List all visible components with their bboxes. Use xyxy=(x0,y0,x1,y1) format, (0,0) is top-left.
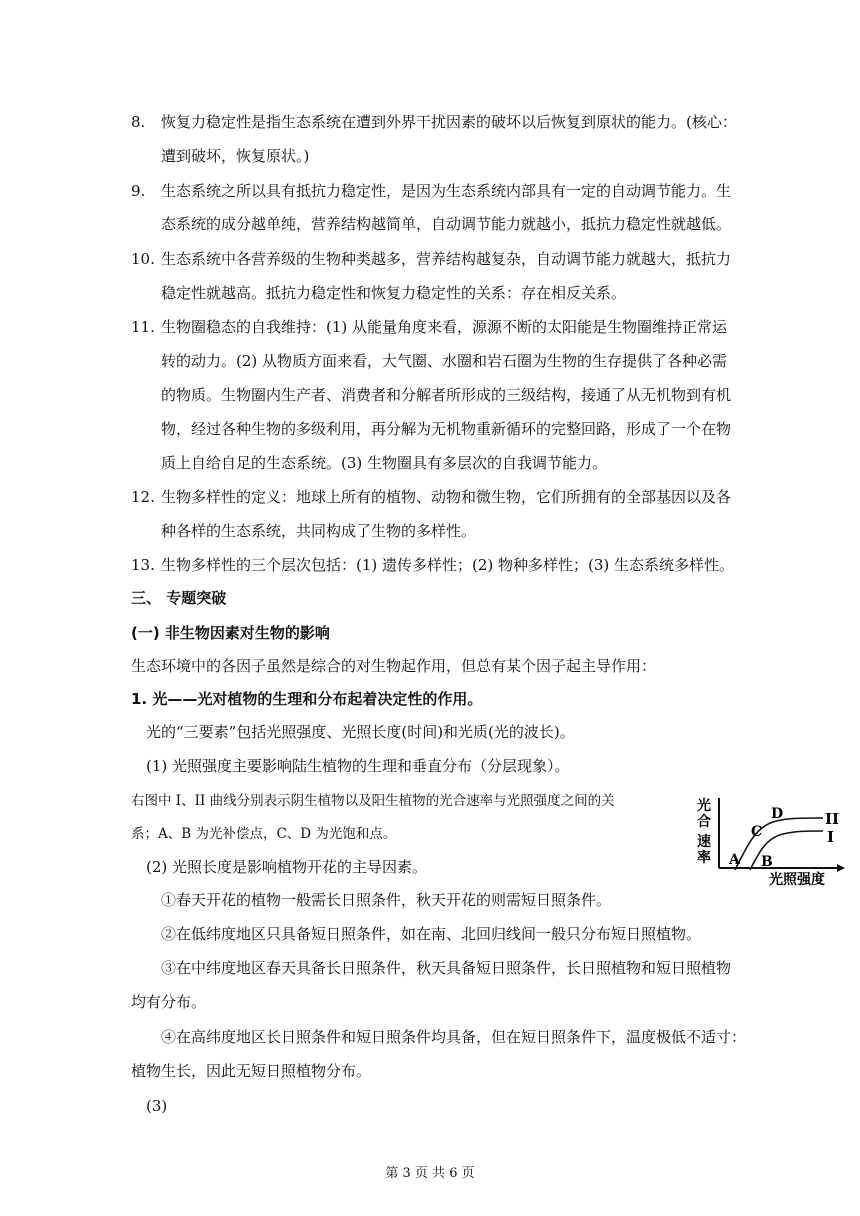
item-line: 种各样的生态系统，共同构成了生物的多样性。 xyxy=(161,522,477,540)
section-heading: 三、 专题突破 xyxy=(131,589,227,607)
item-line: 遭到破坏，恢复原状。) xyxy=(161,147,310,165)
light-factors: 光的“三要素”包括光照强度、光照长度(时间)和光质(光的波长)。 xyxy=(146,723,575,741)
y-axis-label-char: 率 xyxy=(697,850,711,866)
light-response-graph xyxy=(695,788,850,888)
length-point: ②在低纬度地区只具备短日照条件，如在南、北回归线间一般只分布短日照植物。 xyxy=(161,925,702,943)
item-line: 的物质。生物圈内生产者、消费者和分解者所形成的三级结构，接通了从无机物到有机 xyxy=(161,386,732,404)
light-heading: 1. 光——光对植物的生理和分布起着决定性的作用。 xyxy=(131,690,483,708)
item-line: 转的动力。(2) 从物质方面来看，大气圈、水圈和岩石圈为生物的生存提供了各种必需 xyxy=(161,352,728,370)
item-line: 稳定性就越高。抵抗力稳定性和恢复力稳定性的关系：存在相反关系。 xyxy=(161,284,627,302)
point-label-b: B xyxy=(761,854,773,870)
y-axis-label-char: 速 xyxy=(697,834,711,850)
figure-description: 系；A、B 为光补偿点，C、D 为光饱和点。 xyxy=(131,826,397,842)
point-label-d: D xyxy=(771,806,784,822)
intensity-line: (1) 光照强度主要影响陆生植物的生理和垂直分布（分层现象）。 xyxy=(146,757,570,775)
curve-label-ii: II xyxy=(825,810,840,828)
y-axis-label-char: 合 xyxy=(697,814,711,830)
length-point: ④在高纬度地区长日照条件和短日照条件均具备，但在短日照条件下，温度极低不适寸： xyxy=(161,1028,747,1046)
item-line: 恢复力稳定性是指生态系统在遭到外界干扰因素的破坏以后恢复到原状的能力。(核心： xyxy=(161,113,737,131)
item-line: 生物多样性的定义：地球上所有的植物、动物和微生物，它们所拥有的全部基因以及各 xyxy=(161,488,732,506)
x-axis-label: 光照强度 xyxy=(769,872,825,888)
curve-label-i: I xyxy=(827,828,835,846)
item-line: 生态系统中各营养级的生物种类越多，营养结构越复杂，自动调节能力就越大，抵抗力 xyxy=(161,250,732,268)
length-point: ①春天开花的植物一般需长日照条件，秋天开花的则需短日照条件。 xyxy=(161,891,612,909)
intro-text: 生态环境中的各因子虽然是综合的对生物起作用，但总有某个因子起主导作用： xyxy=(131,657,657,675)
length-heading: (2) 光照长度是影响植物开花的主导因素。 xyxy=(146,858,428,876)
item-line: 质上自给自足的生态系统。(3) 生物圈具有多层次的自我调节能力。 xyxy=(161,454,608,472)
subsection-heading: (一) 非生物因素对生物的影响 xyxy=(131,624,330,642)
item-number: 11. xyxy=(131,318,155,336)
item-line: 物，经过各种生物的多级利用，再分解为无机物重新循环的完整回路，形成了一个在物 xyxy=(161,420,732,438)
figure-description: 右图中 I、II 曲线分别表示阴生植物以及阳生植物的光合速率与光照强度之间的关 xyxy=(131,793,615,809)
item-number: 10. xyxy=(131,250,155,268)
item-line: 生物圈稳态的自我维持：(1) 从能量角度来看，源源不断的太阳能是生物圈维持正常运 xyxy=(161,318,728,336)
item-line: 生态系统之所以具有抵抗力稳定性，是因为生态系统内部具有一定的自动调节能力。生 xyxy=(161,182,732,200)
point-label-a: A xyxy=(729,852,740,868)
item-line: 生物多样性的三个层次包括：(1) 遗传多样性；(2) 物种多样性；(3) 生态系统多样性。 xyxy=(161,556,735,574)
item-3-label: (3) xyxy=(146,1097,168,1115)
item-line: 态系统的成分越单纯，营养结构越简单，自动调节能力就越小，抵抗力稳定性就越低。 xyxy=(161,215,732,233)
item-number: 12. xyxy=(131,488,155,506)
item-number: 13. xyxy=(131,556,155,574)
point-label-c: C xyxy=(751,824,763,840)
item-number: 8. xyxy=(131,113,146,131)
length-point: ③在中纬度地区春天具备长日照条件，秋天具备短日照条件，长日照植物和短日照植物 xyxy=(161,959,732,977)
y-axis-label-char: 光 xyxy=(697,798,711,814)
length-point-cont: 均有分布。 xyxy=(131,993,207,1011)
item-number: 9. xyxy=(131,182,146,200)
length-point-cont: 植物生长，因此无短日照植物分布。 xyxy=(131,1062,372,1080)
curve-ii xyxy=(735,818,823,870)
page-footer: 第 3 页 共 6 页 xyxy=(385,1166,475,1181)
x-axis-arrow xyxy=(837,864,845,872)
